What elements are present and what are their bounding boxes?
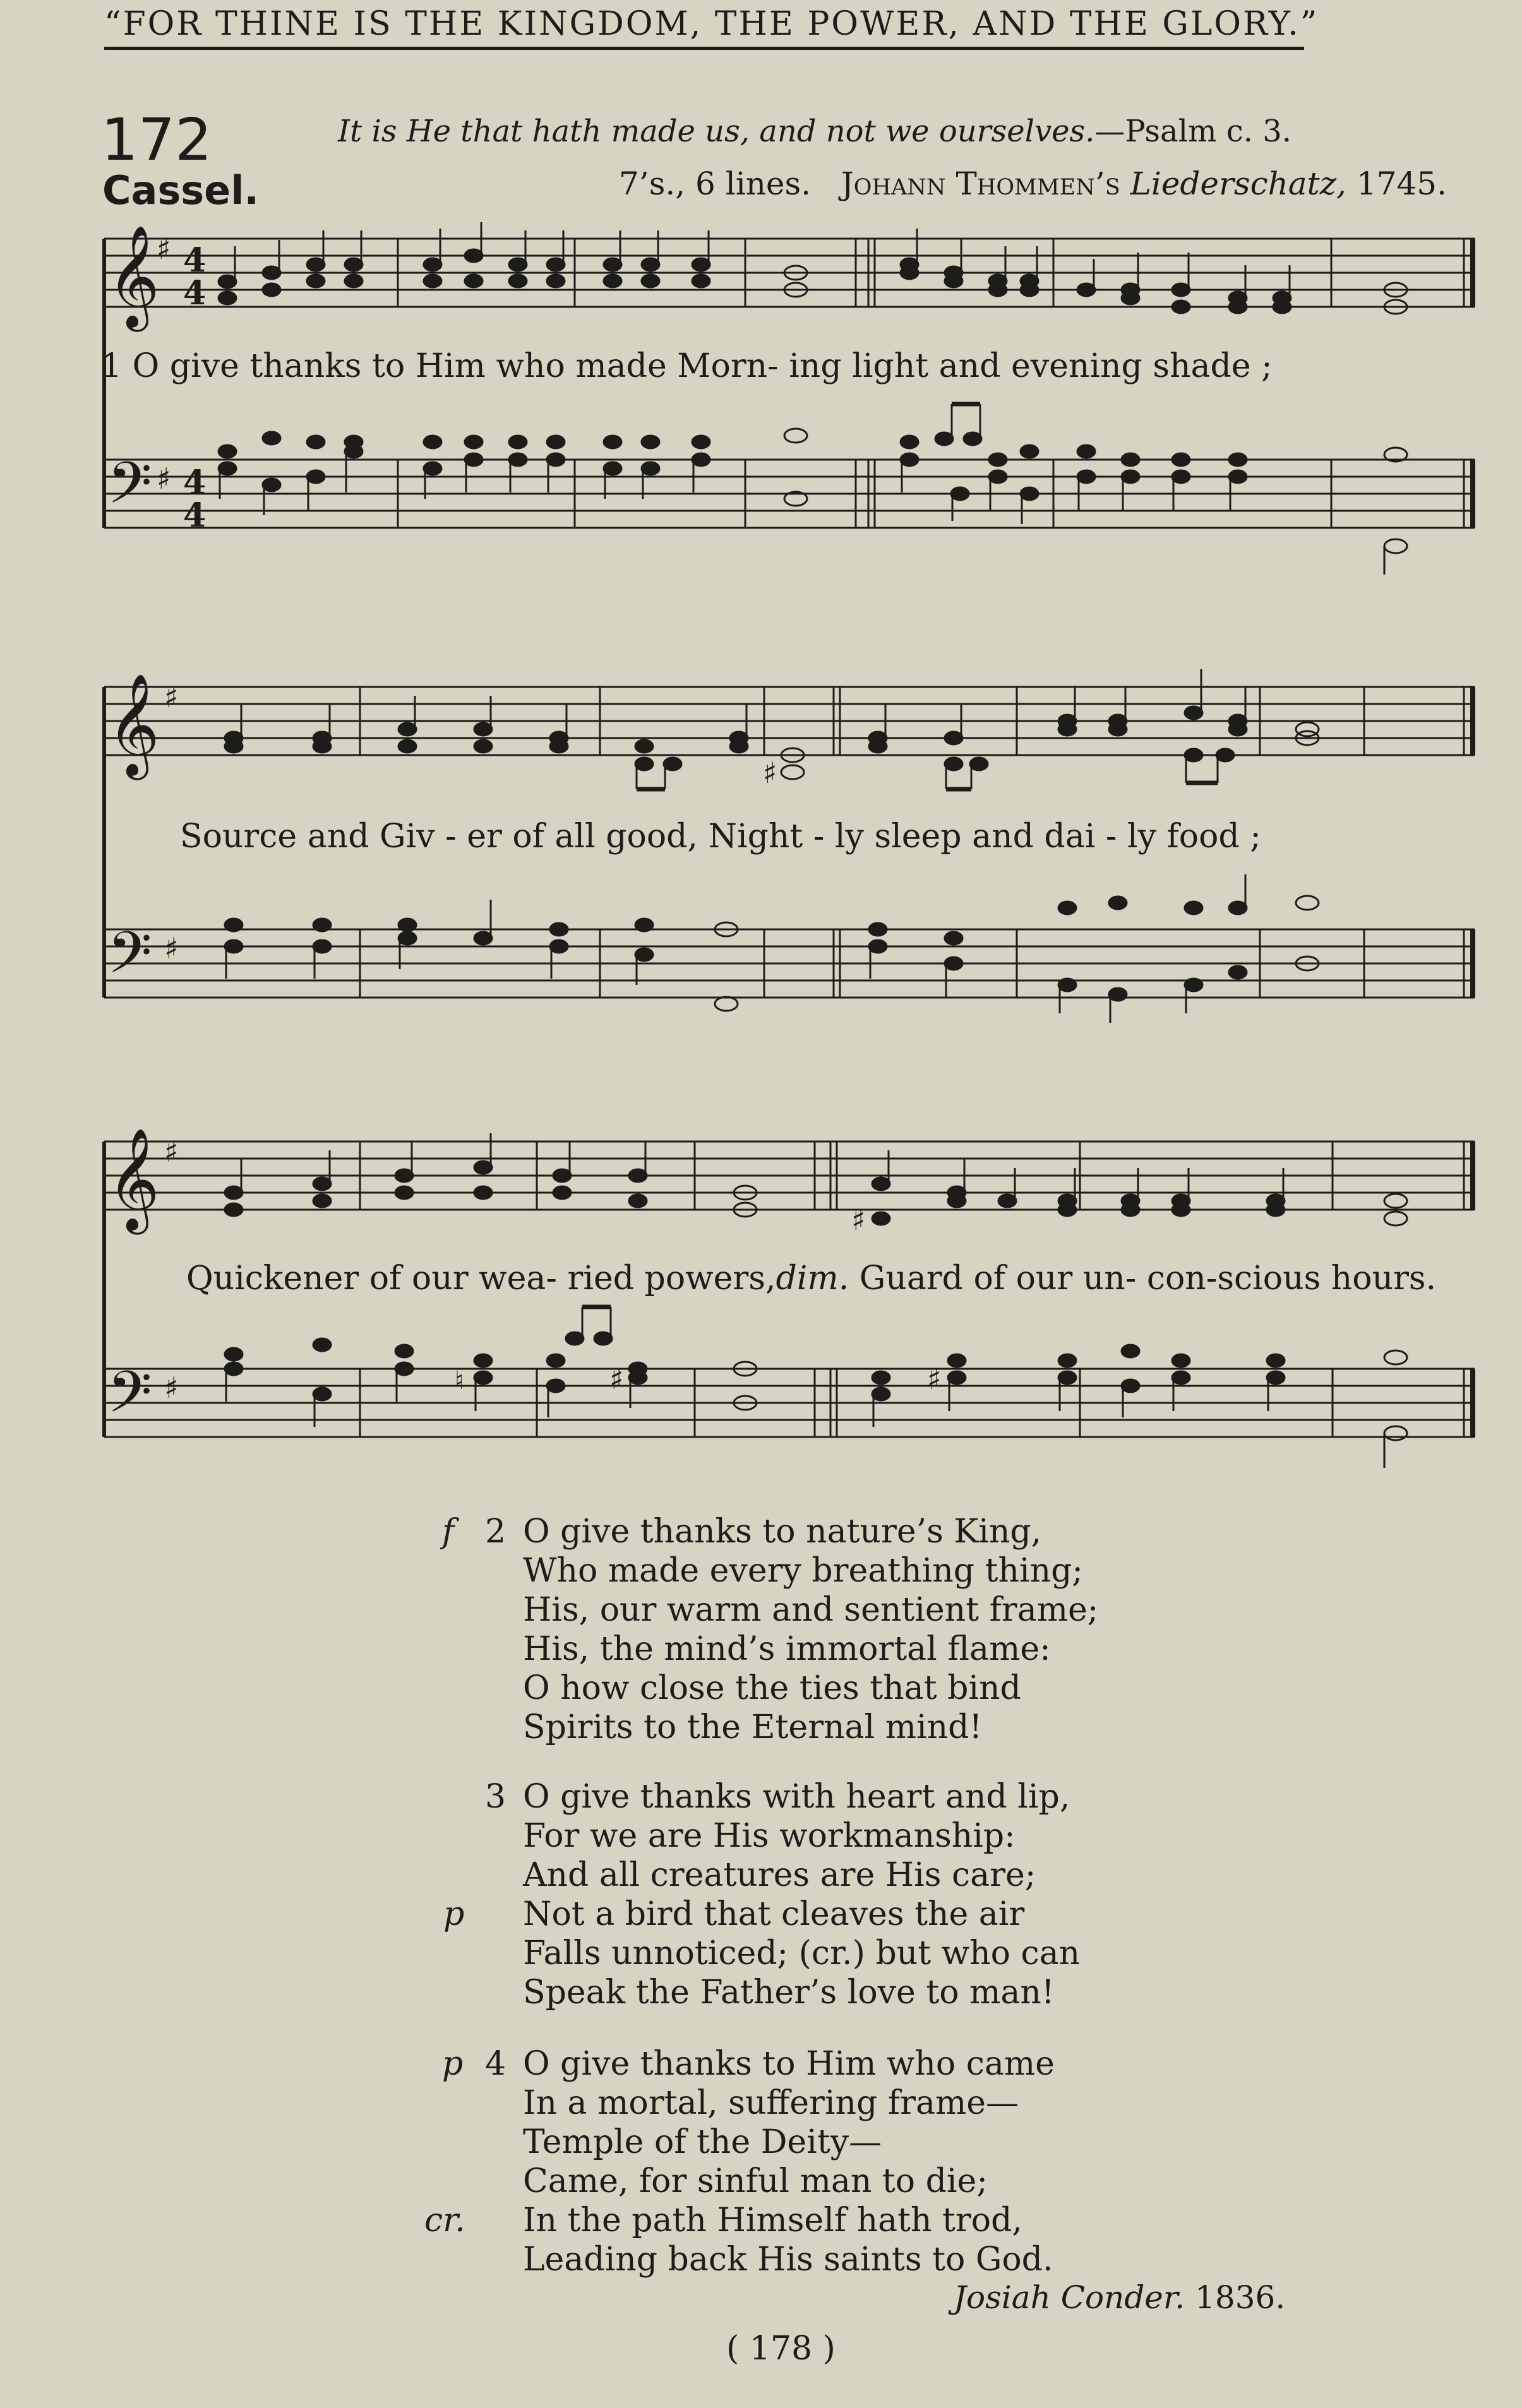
- lyrics-line-3b: Guard of our un- con-scious hours.: [849, 1260, 1437, 1297]
- svg-text:♮: ♮: [455, 1366, 464, 1395]
- svg-text:4: 4: [183, 463, 207, 502]
- svg-text:♯: ♯: [763, 756, 777, 790]
- verse-line: O give thanks to nature’s King,: [523, 1513, 1042, 1551]
- dynamic-mark: p: [443, 1895, 465, 1933]
- verse-line: Came, for sinful man to die;: [523, 2162, 988, 2200]
- author-year: 1836.: [1195, 2279, 1286, 2316]
- svg-text:4: 4: [183, 241, 207, 280]
- running-head: “FOR THINE IS THE KINGDOM, THE POWER, AND THE GLORY.”: [104, 5, 1304, 50]
- verse-line: His, the mind’s immortal flame:: [523, 1630, 1051, 1668]
- svg-text:♯: ♯: [927, 1362, 942, 1396]
- svg-text:♯: ♯: [157, 232, 171, 266]
- author-name: Josiah Conder.: [954, 2279, 1185, 2316]
- verse-number: 3: [485, 1778, 506, 1816]
- verse-line: O how close the ties that bind: [523, 1669, 1021, 1707]
- hymn-number: 172: [101, 106, 212, 174]
- svg-text:𝄢: 𝄢: [107, 450, 152, 530]
- svg-text:♯: ♯: [164, 1371, 179, 1405]
- svg-text:♯: ♯: [609, 1362, 624, 1396]
- meter: 7’s., 6 lines.: [619, 165, 812, 202]
- verse-line: O give thanks with heart and lip,: [523, 1778, 1070, 1816]
- epigraph-reference: —Psalm c. 3.: [1094, 114, 1291, 149]
- page-number: ( 178 ): [726, 2330, 836, 2368]
- svg-text:𝄢: 𝄢: [107, 1359, 152, 1439]
- verse-line: Temple of the Deity—: [523, 2123, 882, 2161]
- dynamic-mark: f: [442, 1513, 455, 1551]
- verse-line: And all creatures are His care;: [523, 1856, 1036, 1894]
- verse-line: Who made every breathing thing;: [523, 1552, 1083, 1590]
- verse-line: In the path Himself hath trod,: [523, 2202, 1022, 2239]
- svg-text:𝄢: 𝄢: [107, 919, 152, 1000]
- verse-line: O give thanks to Him who came: [523, 2045, 1055, 2083]
- verse-number: 4: [485, 2045, 506, 2083]
- dynamic-mark: cr.: [424, 2202, 465, 2239]
- verse-line: Falls unnoticed; (cr.) but who can: [523, 1934, 1081, 1972]
- svg-text:𝄞: 𝄞: [107, 225, 160, 328]
- svg-text:♯: ♯: [851, 1203, 866, 1237]
- svg-text:♯: ♯: [164, 931, 179, 965]
- meter-line: [619, 165, 1447, 202]
- composer: Johann Thommen’s: [841, 165, 1120, 202]
- lyrics-line-2: Source and Giv - er of all good, Night - ly sleep and dai - ly food ;: [180, 818, 1261, 855]
- source-year: 1745.: [1356, 165, 1447, 202]
- source-title: Liederschatz,: [1130, 165, 1346, 202]
- svg-text:♯: ♯: [164, 1135, 179, 1169]
- svg-text:♯: ♯: [164, 680, 179, 714]
- verse-line: Leading back His saints to God.: [523, 2241, 1053, 2279]
- svg-text:♯: ♯: [157, 462, 171, 496]
- dynamic-mark: p: [442, 2045, 464, 2083]
- verse-line: Not a bird that cleaves the air: [523, 1895, 1025, 1933]
- svg-text:4: 4: [183, 496, 207, 535]
- epigraph: [338, 114, 1291, 149]
- verse-line: In a mortal, suffering frame—: [523, 2084, 1019, 2122]
- music-system-1: [95, 221, 1484, 587]
- verse-number: 2: [485, 1513, 506, 1551]
- attribution: [954, 2279, 1285, 2316]
- epigraph-quote: It is He that hath made us, and not we ourselves.: [338, 114, 1095, 149]
- music-system-2: [95, 669, 1484, 1048]
- verse-line: Speak the Father’s love to man!: [523, 1974, 1055, 2012]
- verse-line: His, our warm and sentient frame;: [523, 1591, 1099, 1629]
- svg-text:4: 4: [183, 274, 207, 313]
- tune-name: Cassel.: [102, 167, 259, 213]
- verse-line: For we are His workmanship:: [523, 1817, 1016, 1855]
- lyrics-line-3a: Quickener of our wea- ried powers,: [186, 1260, 776, 1297]
- lyrics-line-1: 1 O give thanks to Him who made Morn- ing light and evening shade ;: [101, 347, 1273, 385]
- music-system-3: [95, 1124, 1484, 1490]
- verse-line: Spirits to the Eternal mind!: [523, 1708, 983, 1746]
- svg-text:𝄞: 𝄞: [107, 1128, 160, 1231]
- svg-text:𝄞: 𝄞: [107, 673, 160, 776]
- lyrics-line-3: [186, 1260, 1436, 1297]
- dim-marking: dim.: [776, 1260, 849, 1297]
